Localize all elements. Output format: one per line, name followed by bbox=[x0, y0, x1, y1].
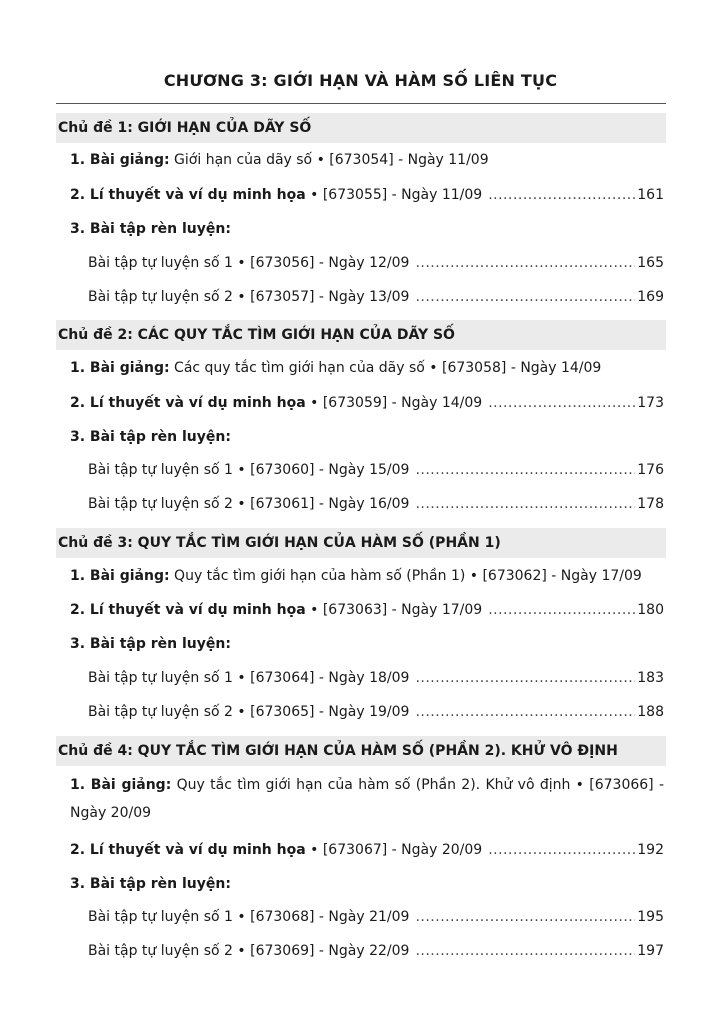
leader-dots bbox=[415, 287, 635, 307]
theory-entry-1[interactable] bbox=[70, 185, 664, 205]
page-number: 195 bbox=[637, 909, 664, 925]
leader-dots bbox=[488, 393, 635, 413]
lecture-text: Quy tắc tìm giới hạn của hàm số (Phần 1) • [673062] - Ngày 17/09 bbox=[174, 568, 642, 584]
exercise-entry-1-2[interactable] bbox=[88, 287, 664, 307]
theory-text: • [673067] - Ngày 20/09 bbox=[310, 842, 483, 858]
page-number: 192 bbox=[637, 842, 664, 858]
exercise-entry-4-2[interactable] bbox=[88, 941, 664, 961]
lecture-entry-3[interactable] bbox=[70, 566, 664, 586]
exercise-text: Bài tập tự luyện số 2 • [673061] - Ngày 16/09 bbox=[88, 496, 410, 512]
leader-dots bbox=[415, 668, 635, 688]
lecture-label: 1. Bài giảng: bbox=[70, 777, 172, 793]
practice-heading-2 bbox=[70, 427, 664, 447]
lecture-text: Các quy tắc tìm giới hạn của dãy số • [673058] - Ngày 14/09 bbox=[174, 360, 602, 376]
exercise-text: Bài tập tự luyện số 1 • [673060] - Ngày 15/09 bbox=[88, 462, 410, 478]
leader-dots bbox=[415, 494, 635, 514]
exercise-entry-4-1[interactable] bbox=[88, 907, 664, 927]
page-number: 197 bbox=[637, 943, 664, 959]
practice-label: 3. Bài tập rèn luyện: bbox=[70, 221, 231, 237]
exercise-text: Bài tập tự luyện số 1 • [673056] - Ngày 12/09 bbox=[88, 255, 410, 271]
page-number: 188 bbox=[637, 704, 664, 720]
theory-label: 2. Lí thuyết và ví dụ minh họa bbox=[70, 395, 306, 411]
lecture-entry-4[interactable] bbox=[70, 771, 664, 827]
theory-label: 2. Lí thuyết và ví dụ minh họa bbox=[70, 187, 306, 203]
practice-label: 3. Bài tập rèn luyện: bbox=[70, 876, 231, 892]
lecture-entry-1[interactable] bbox=[70, 150, 664, 170]
theory-label: 2. Lí thuyết và ví dụ minh họa bbox=[70, 842, 306, 858]
topic-heading-4: Chủ đề 4: QUY TẮC TÌM GIỚI HẠN CỦA HÀM SỐ (PHẦN 2). KHỬ VÔ ĐỊNH bbox=[56, 736, 666, 766]
lecture-label: 1. Bài giảng: bbox=[70, 568, 170, 584]
page-number: 165 bbox=[637, 255, 664, 271]
page-number: 180 bbox=[637, 602, 664, 618]
exercise-entry-1-1[interactable] bbox=[88, 253, 664, 273]
topic-heading-3: Chủ đề 3: QUY TẮC TÌM GIỚI HẠN CỦA HÀM SỐ (PHẦN 1) bbox=[56, 528, 666, 558]
theory-text: • [673063] - Ngày 17/09 bbox=[310, 602, 483, 618]
exercise-entry-2-2[interactable] bbox=[88, 494, 664, 514]
chapter-title: CHƯƠNG 3: GIỚI HẠN VÀ HÀM SỐ LIÊN TỤC bbox=[163, 71, 558, 90]
theory-label: 2. Lí thuyết và ví dụ minh họa bbox=[70, 602, 306, 618]
practice-heading-4 bbox=[70, 874, 664, 894]
theory-text: • [673059] - Ngày 14/09 bbox=[310, 395, 483, 411]
page-number: 176 bbox=[637, 462, 664, 478]
exercise-text: Bài tập tự luyện số 2 • [673069] - Ngày 22/09 bbox=[88, 943, 410, 959]
exercise-entry-3-1[interactable] bbox=[88, 668, 664, 688]
theory-entry-2[interactable] bbox=[70, 393, 664, 413]
leader-dots bbox=[488, 840, 635, 860]
lecture-text: Quy tắc tìm giới hạn của hàm số (Phần 2). Khử vô định • [673066] - Ngày 20/09 bbox=[70, 777, 664, 821]
leader-dots bbox=[415, 941, 635, 961]
lecture-label: 1. Bài giảng: bbox=[70, 152, 170, 168]
practice-heading-1 bbox=[70, 219, 664, 239]
title-divider bbox=[56, 103, 666, 104]
theory-entry-3[interactable] bbox=[70, 600, 664, 620]
practice-label: 3. Bài tập rèn luyện: bbox=[70, 636, 231, 652]
lecture-label: 1. Bài giảng: bbox=[70, 360, 170, 376]
leader-dots bbox=[415, 460, 635, 480]
practice-heading-3 bbox=[70, 634, 664, 654]
exercise-text: Bài tập tự luyện số 2 • [673057] - Ngày 13/09 bbox=[88, 289, 410, 305]
leader-dots bbox=[488, 600, 635, 620]
page-number: 178 bbox=[637, 496, 664, 512]
topic-heading-2: Chủ đề 2: CÁC QUY TẮC TÌM GIỚI HẠN CỦA DÃY SỐ bbox=[56, 320, 666, 350]
leader-dots bbox=[415, 253, 635, 273]
theory-text: • [673055] - Ngày 11/09 bbox=[310, 187, 483, 203]
topic-heading-1: Chủ đề 1: GIỚI HẠN CỦA DÃY SỐ bbox=[56, 113, 666, 143]
practice-label: 3. Bài tập rèn luyện: bbox=[70, 429, 231, 445]
page-number: 173 bbox=[637, 395, 664, 411]
exercise-text: Bài tập tự luyện số 1 • [673068] - Ngày 21/09 bbox=[88, 909, 410, 925]
exercise-entry-3-2[interactable] bbox=[88, 702, 664, 722]
leader-dots bbox=[415, 907, 635, 927]
lecture-entry-2[interactable] bbox=[70, 358, 664, 378]
theory-entry-4[interactable] bbox=[70, 840, 664, 860]
lecture-text: Giới hạn của dãy số • [673054] - Ngày 11/09 bbox=[174, 152, 489, 168]
exercise-text: Bài tập tự luyện số 1 • [673064] - Ngày 18/09 bbox=[88, 670, 410, 686]
leader-dots bbox=[488, 185, 635, 205]
exercise-entry-2-1[interactable] bbox=[88, 460, 664, 480]
page-number: 161 bbox=[637, 187, 664, 203]
exercise-text: Bài tập tự luyện số 2 • [673065] - Ngày 19/09 bbox=[88, 704, 410, 720]
page-number: 183 bbox=[637, 670, 664, 686]
page-number: 169 bbox=[637, 289, 664, 305]
leader-dots bbox=[415, 702, 635, 722]
